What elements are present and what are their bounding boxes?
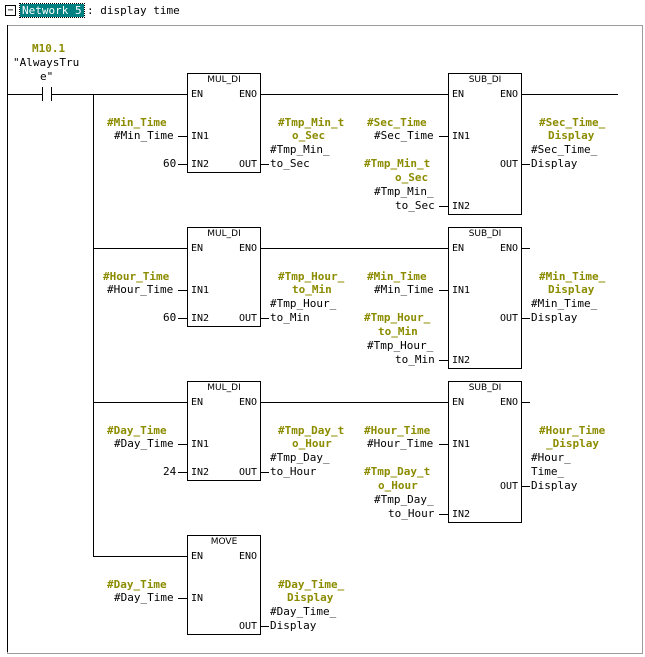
in2-pin: IN2 bbox=[452, 509, 471, 520]
branch-rail bbox=[93, 94, 94, 556]
eno-pin: ENO bbox=[238, 551, 257, 562]
wire bbox=[93, 402, 187, 403]
operand-symbol[interactable]: o_Sec bbox=[395, 171, 429, 184]
operand-symbol[interactable]: to_Min bbox=[378, 325, 418, 338]
operand-symbol[interactable]: o_Hour bbox=[292, 437, 332, 450]
out-pin: OUT bbox=[499, 481, 518, 492]
operand-symbol[interactable]: #Day_Time_ bbox=[278, 578, 345, 591]
wire bbox=[93, 556, 187, 557]
wire bbox=[178, 136, 187, 137]
wire bbox=[521, 486, 530, 487]
operand-symbol[interactable]: Display bbox=[548, 129, 595, 142]
wire bbox=[178, 598, 187, 599]
operand-constant[interactable]: 24 bbox=[163, 465, 177, 478]
out-pin: OUT bbox=[499, 159, 518, 170]
operand-address[interactable]: to_Sec bbox=[270, 157, 310, 170]
operand-address[interactable]: #Tmp_Hour_ bbox=[270, 297, 337, 310]
operand-symbol[interactable]: #Hour_Time bbox=[539, 424, 606, 437]
operand-constant[interactable]: 60 bbox=[163, 157, 177, 170]
block-title: MUL_DI bbox=[207, 229, 241, 239]
operand-symbol[interactable]: #Tmp_Day_t bbox=[364, 465, 431, 478]
wire bbox=[439, 360, 448, 361]
operand-address[interactable]: #Min_Time_ bbox=[531, 297, 598, 310]
operand-address[interactable]: #Sec_Time bbox=[374, 129, 434, 142]
operand-address[interactable]: #Sec_Time_ bbox=[531, 143, 598, 156]
block-title: SUB_DI bbox=[468, 229, 502, 239]
operand-address[interactable]: #Min_Time bbox=[114, 129, 174, 142]
eno-pin: ENO bbox=[499, 397, 518, 408]
wire bbox=[439, 444, 448, 445]
operand-address[interactable]: to_Min bbox=[395, 353, 435, 366]
wire bbox=[7, 94, 42, 95]
block-title: MUL_DI bbox=[207, 75, 241, 85]
in1-pin: IN1 bbox=[191, 285, 210, 296]
normally-open-contact[interactable] bbox=[42, 87, 52, 101]
wire bbox=[178, 444, 187, 445]
operand-address[interactable]: Display bbox=[531, 157, 578, 170]
operand-address[interactable]: to_Hour bbox=[388, 507, 435, 520]
contact-symbol-l2: e" bbox=[40, 70, 54, 83]
operand-symbol[interactable]: #Tmp_Hour_ bbox=[278, 270, 345, 283]
contact-symbol-l1: "AlwaysTru bbox=[13, 56, 80, 69]
operand-address[interactable]: #Tmp_Day_ bbox=[374, 493, 434, 506]
sub-di-block-1[interactable] bbox=[448, 73, 522, 215]
en-pin: EN bbox=[452, 89, 465, 100]
in-pin: IN bbox=[191, 593, 204, 604]
operand-address[interactable]: to_Hour bbox=[270, 465, 317, 478]
operand-symbol[interactable]: Display bbox=[287, 591, 334, 604]
wire bbox=[52, 94, 188, 95]
in1-pin: IN1 bbox=[452, 131, 471, 142]
operand-symbol[interactable]: #Sec_Time bbox=[367, 116, 427, 129]
block-title: MUL_DI bbox=[207, 383, 241, 393]
wire bbox=[260, 472, 269, 473]
wire bbox=[178, 290, 187, 291]
operand-address[interactable]: #Hour_ bbox=[531, 451, 571, 464]
contact-address: M10.1 bbox=[32, 42, 66, 55]
sub-di-block-2[interactable] bbox=[448, 227, 522, 369]
wire bbox=[260, 626, 269, 627]
mul-di-block-3[interactable] bbox=[187, 381, 261, 481]
out-pin: OUT bbox=[238, 313, 257, 324]
in2-pin: IN2 bbox=[452, 355, 471, 366]
wire bbox=[93, 248, 187, 249]
wire bbox=[178, 472, 187, 473]
in2-pin: IN2 bbox=[191, 467, 210, 478]
block-title: MOVE bbox=[210, 537, 238, 547]
wire bbox=[521, 318, 530, 319]
operand-address[interactable]: #Tmp_Day_ bbox=[270, 451, 330, 464]
operand-address[interactable]: #Day_Time_ bbox=[270, 605, 337, 618]
operand-address[interactable]: #Day_Time bbox=[114, 591, 174, 604]
in2-pin: IN2 bbox=[452, 201, 471, 212]
operand-address[interactable]: #Hour_Time bbox=[367, 437, 434, 450]
wire bbox=[260, 94, 448, 95]
wire bbox=[521, 164, 530, 165]
operand-address[interactable]: Display bbox=[270, 619, 317, 632]
operand-symbol[interactable]: o_Hour bbox=[378, 479, 418, 492]
wire bbox=[439, 136, 448, 137]
operand-symbol[interactable]: #Sec_Time_ bbox=[539, 116, 606, 129]
operand-symbol[interactable]: #Hour_Time bbox=[103, 270, 170, 283]
operand-address[interactable]: to_Min bbox=[270, 311, 310, 324]
in2-pin: IN2 bbox=[191, 159, 210, 170]
en-pin: EN bbox=[191, 243, 204, 254]
operand-address[interactable]: #Day_Time bbox=[114, 437, 174, 450]
wire bbox=[260, 402, 448, 403]
operand-address[interactable]: #Tmp_Min_ bbox=[374, 185, 434, 198]
in1-pin: IN1 bbox=[452, 439, 471, 450]
operand-symbol[interactable]: #Tmp_Min_t bbox=[364, 157, 431, 170]
out-pin: OUT bbox=[238, 621, 257, 632]
block-title: SUB_DI bbox=[468, 383, 502, 393]
en-pin: EN bbox=[191, 551, 204, 562]
wire bbox=[521, 402, 530, 403]
operand-address[interactable]: Display bbox=[531, 479, 578, 492]
operand-symbol[interactable]: #Day_Time bbox=[107, 578, 167, 591]
operand-symbol[interactable]: #Tmp_Hour_ bbox=[364, 311, 431, 324]
operand-symbol[interactable]: #Hour_Time bbox=[364, 424, 431, 437]
operand-symbol[interactable]: #Tmp_Min_t bbox=[278, 116, 345, 129]
operand-symbol[interactable]: #Min_Time bbox=[107, 116, 167, 129]
operand-constant[interactable]: 60 bbox=[163, 311, 177, 324]
move-block[interactable] bbox=[187, 535, 261, 635]
out-pin: OUT bbox=[238, 159, 257, 170]
wire bbox=[439, 206, 448, 207]
operand-symbol[interactable]: Display bbox=[548, 283, 595, 296]
out-pin: OUT bbox=[499, 313, 518, 324]
en-pin: EN bbox=[452, 243, 465, 254]
operand-address[interactable]: #Tmp_Min_ bbox=[270, 143, 330, 156]
wire bbox=[439, 514, 448, 515]
en-pin: EN bbox=[191, 397, 204, 408]
out-pin: OUT bbox=[238, 467, 257, 478]
mul-di-block-1[interactable] bbox=[187, 73, 261, 173]
operand-address[interactable]: #Hour_Time bbox=[107, 283, 174, 296]
operand-symbol[interactable]: #Tmp_Day_t bbox=[278, 424, 345, 437]
eno-pin: ENO bbox=[238, 243, 257, 254]
network-label[interactable]: Network 5 bbox=[22, 4, 82, 17]
operand-address[interactable]: #Min_Time bbox=[374, 283, 434, 296]
operand-symbol[interactable]: #Day_Time bbox=[107, 424, 167, 437]
power-rail bbox=[7, 25, 8, 652]
eno-pin: ENO bbox=[499, 243, 518, 254]
wire bbox=[439, 290, 448, 291]
operand-symbol[interactable]: o_Sec bbox=[292, 129, 326, 142]
en-pin: EN bbox=[191, 89, 204, 100]
in1-pin: IN1 bbox=[191, 131, 210, 142]
operand-symbol[interactable]: #Min_Time_ bbox=[539, 270, 606, 283]
in1-pin: IN1 bbox=[191, 439, 210, 450]
operand-address[interactable]: Time_ bbox=[531, 465, 565, 478]
wire bbox=[521, 94, 618, 95]
mul-di-block-2[interactable] bbox=[187, 227, 261, 327]
in2-pin: IN2 bbox=[191, 313, 210, 324]
wire bbox=[178, 164, 187, 165]
operand-symbol[interactable]: #Min_Time bbox=[367, 270, 427, 283]
network-title[interactable]: : display time bbox=[87, 4, 180, 17]
operand-address[interactable]: #Tmp_Hour_ bbox=[367, 339, 434, 352]
wire bbox=[260, 248, 448, 249]
collapse-network-button[interactable]: − bbox=[5, 5, 16, 16]
operand-address[interactable]: to_Sec bbox=[395, 199, 435, 212]
wire bbox=[521, 248, 530, 249]
eno-pin: ENO bbox=[238, 89, 257, 100]
eno-pin: ENO bbox=[238, 397, 257, 408]
sub-di-block-3[interactable] bbox=[448, 381, 522, 523]
en-pin: EN bbox=[452, 397, 465, 408]
wire bbox=[260, 164, 269, 165]
block-title: SUB_DI bbox=[468, 75, 502, 85]
in1-pin: IN1 bbox=[452, 285, 471, 296]
eno-pin: ENO bbox=[499, 89, 518, 100]
wire bbox=[260, 318, 269, 319]
wire bbox=[178, 318, 187, 319]
operand-symbol[interactable]: _Display bbox=[546, 437, 599, 450]
operand-address[interactable]: Display bbox=[531, 311, 578, 324]
operand-symbol[interactable]: to_Min bbox=[292, 283, 332, 296]
